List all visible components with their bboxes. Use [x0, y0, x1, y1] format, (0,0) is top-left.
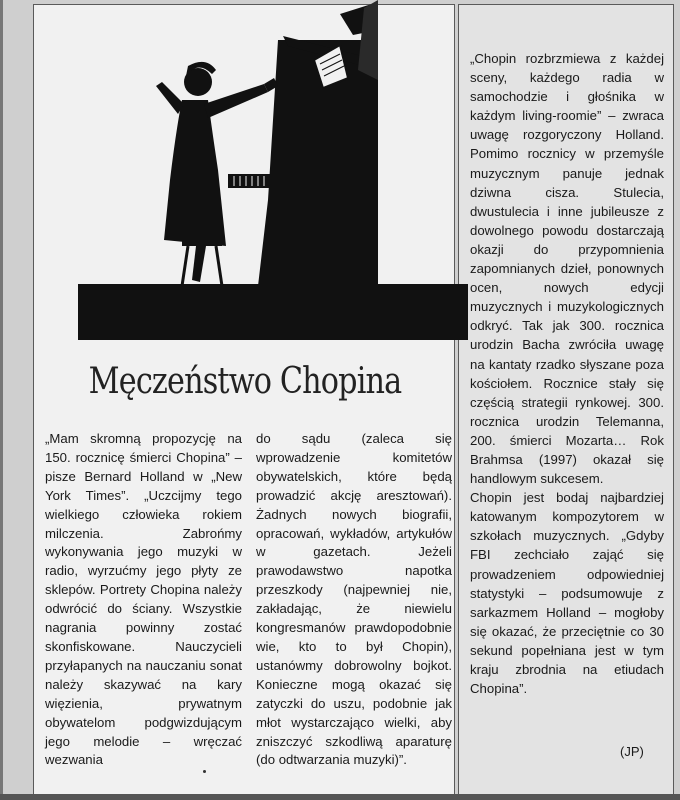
sidebar-text [470, 49, 664, 698]
sidebar-paragraph-2: Chopin jest bodaj najbardziej katowanym kompozytorem w szkołach muzycznych. „Gdyby FBI zechciało zająć się prowadzeniem odpowiedniej statystyki – podsumowuje z sarkazmem Holland – mogłoby się okazać, że przeciętnie co 30 sekund popełniana jest w tym kraju zbrodnia na etiudach Chopina”. [470, 490, 664, 697]
stray-ink-dot [203, 770, 206, 773]
article-column-1 [45, 430, 242, 770]
article-column-2-text: do sądu (zaleca się wprowadzenie komitetów obywatelskich, które będą prowadzić akcję aresztowań). Żadnych nowych biografii, opracowań, wykładów, artykułów w gazetach. Jeżeli prawodawstwo napotka przeszkody (najpewniej nie, zakładając, że niewielu kongresmanów prawdopodobnie wie, kto to był Chopin), ustanówmy dobrowolny bojkot. Konieczne mogą okazać się zatyczki do uszu, podobnie jak młot wystarczająco wielki, aby zniszczyć szkodliwą aparaturę (do odtwarzania muzyki)”. [256, 431, 452, 768]
sidebar-paragraph-1: „Chopin rozbrzmiewa z każdej sceny, każdego radia w samochodzie i głośnika w każdym living-roomie” – zwraca uwagę rozgoryczony Holland. Pomimo rocznicy w przemyśle muzycznym panuje jednak dziwna cisza. Stulecia, dwustulecia i inne jubileusze z dowolnego powodu dostarczają okazji do przypomnienia zapomnianych dzieł, ponownych ocen, nowych edycji muzycznych i muzykologicznych odkryć. Tak jak 300. rocznica urodzin Bacha zwróciła uwagę na kantaty rzadko słyszane poza kościołem. Rocznice stały się częścią strategii rynkowej. 300. rocznica urodzin Telemanna, 200. śmierci Mozarta… Rok Brahmsa (1997) okazał się handlowym sukcesem. [470, 51, 664, 487]
chopin-piano-silhouette-illustration [78, 0, 468, 340]
page-edge-left [0, 0, 3, 800]
author-signature: (JP) [620, 744, 644, 759]
article-title: Męczeństwo Chopina [88, 361, 402, 402]
page-edge-bottom [0, 794, 680, 800]
article-column-2 [256, 430, 452, 770]
article-column-1-text: „Mam skromną propozycję na 150. rocznicę śmierci Chopina” – pisze Bernard Holland w „New York Times”. „Uczcijmy tego wielkiego człowieka rokiem milczenia. Zabrońmy wykonywania jego muzyki w radio, wyrzućmy jego płyty ze sklepów. Portrety Chopina należy odwrócić do ściany. Wszystkie nagrania powinny zostać skonfiskowane. Nauczycieli przyłapanych na nauczaniu sonat należy skazywać na kary więzienia, prywatnym obywatelom podgwizdującym jego melodie – wręczać wezwania [45, 431, 242, 768]
